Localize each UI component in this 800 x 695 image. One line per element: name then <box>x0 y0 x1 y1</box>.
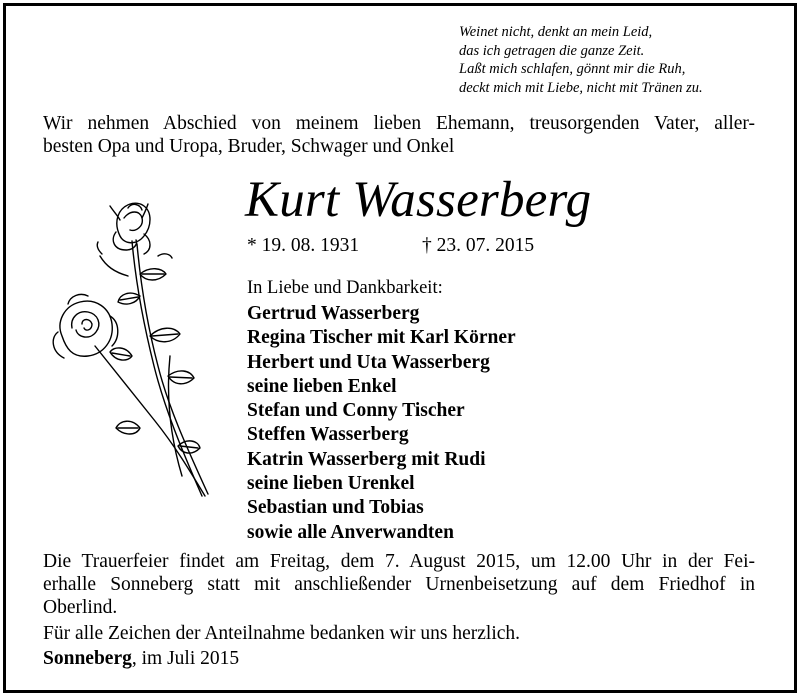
service-line: erhalle Sonneberg statt mit anschließender Urnenbeisetzung auf dem Friedhof in <box>43 574 755 595</box>
mourner-name: Steffen Wasserberg <box>247 424 409 446</box>
mourner-name: Stefan und Conny Tischer <box>247 400 465 422</box>
mourners-list <box>247 302 516 545</box>
rose-icon <box>40 196 220 526</box>
service-line: Die Trauerfeier findet am Freitag, dem 7. August 2015, um 12.00 Uhr in der Fei- <box>43 551 755 572</box>
closing-place: Sonneberg <box>43 648 132 669</box>
mourner-name: Katrin Wasserberg mit Rudi <box>247 448 486 470</box>
poem-line: Laßt mich schlafen, gönnt mir die Ruh, <box>459 61 686 78</box>
farewell-text <box>43 112 755 158</box>
mourner-name: Regina Tischer mit Karl Körner <box>247 327 516 349</box>
deceased-name: Kurt Wasserberg <box>245 172 592 228</box>
mourners-heading: In Liebe und Dankbarkeit: <box>247 278 443 298</box>
service-line: Oberlind. <box>43 597 118 618</box>
mourner-name: Gertrud Wasserberg <box>247 303 420 324</box>
funeral-service-text <box>43 550 755 619</box>
mourner-name: sowie alle Anverwandten <box>247 521 454 543</box>
life-dates <box>247 234 535 258</box>
farewell-line: Wir nehmen Abschied von meinem lieben Ehemann, treusorgenden Vater, aller- <box>43 113 755 134</box>
death-date: † 23. 07. 2015 <box>422 235 535 256</box>
mourner-name: seine lieben Urenkel <box>247 473 415 495</box>
poem-line: deckt mich mit Liebe, nicht mit Tränen zu. <box>459 79 703 96</box>
mourner-name: Sebastian und Tobias <box>247 497 424 519</box>
closing-line <box>43 647 239 670</box>
closing-date: , im Juli 2015 <box>131 648 240 669</box>
poem-line: Weinet nicht, denkt an mein Leid, <box>459 24 653 40</box>
poem <box>459 23 703 97</box>
farewell-line: besten Opa und Uropa, Bruder, Schwager und Onkel <box>43 136 455 157</box>
mourner-name: Herbert und Uta Wasserberg <box>247 351 490 373</box>
poem-line: das ich getragen die ganze Zeit. <box>459 42 645 59</box>
thanks-text: Für alle Zeichen der Anteilnahme bedanken wir uns herzlich. <box>43 623 521 644</box>
birth-date: * 19. 08. 1931 <box>247 235 360 256</box>
mourner-name: seine lieben Enkel <box>247 375 397 397</box>
